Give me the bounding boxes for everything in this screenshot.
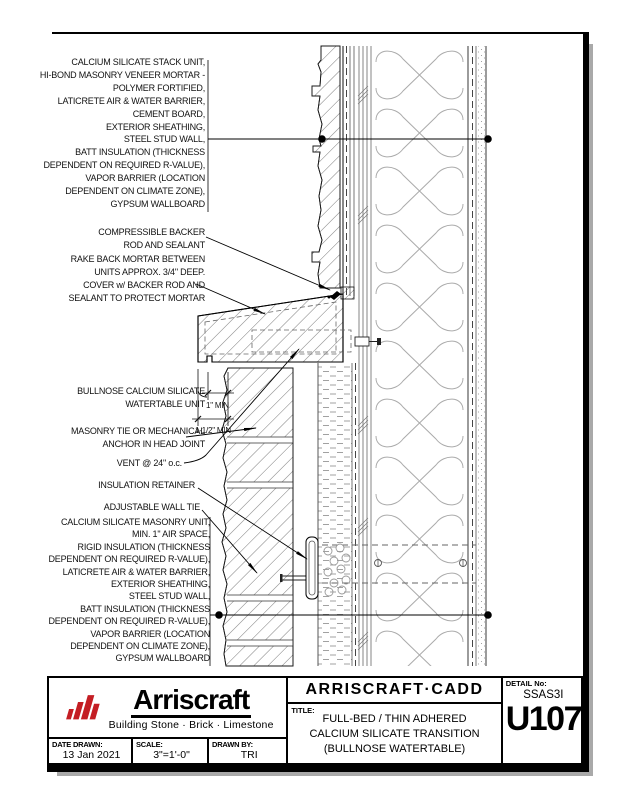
title-block-fields — [49, 737, 286, 763]
detail-label: DETAIL No: — [505, 679, 547, 688]
callout-upper-assembly: CALCIUM SILICATE STACK UNIT, HI-BOND MASONRY VENEER MORTAR - POLYMER FORTIFIED, LATICRETE AIR & WATER BARRIER, CEMENT BOARD, EXTERIOR SHEATHING, STEEL STUD WALL, BATT INSULATION (THICKNESS DEPENDENT ON REQUIRED R-VALUE), VAPOR BARRIER (LOCATION DEPENDENT ON CLIMATE ZONE), GYPSUM WALLBOARD — [39, 57, 205, 209]
title-block — [47, 676, 583, 765]
watertable-anchor — [355, 337, 381, 346]
detail-code: SSAS3I — [523, 689, 564, 701]
callout-vent: VENT @ 24" o.c. — [116, 458, 182, 468]
callout-masonry-tie: MASONRY TIE OR MECHANICAL ANCHOR IN HEAD JOINT — [70, 426, 205, 449]
detail-number: U107 — [505, 700, 581, 738]
cadd-header: ARRISCRAFT·CADD — [288, 678, 500, 704]
leader-rake-back — [196, 284, 265, 314]
title-block-middle — [288, 678, 502, 763]
title-label: TITLE: — [291, 706, 315, 715]
callout-lower-assembly: CALCIUM SILICATE MASONRY UNIT, MIN. 1" AIR SPACE, RIGID INSULATION (THICKNESS DEPENDENT ON REQUIRED R-VALUE), LATICRETE AIR & WATER BARRIER, EXTERIOR SHEATHING, STEEL STUD WALL, BATT INSULATION (THICKNESS DEPENDENT ON REQUIRED R-VALUE), VAPOR BARRIER (LOCATION DEPENDENT ON CLIMATE ZONE), GYPSUM WALLBOARD — [48, 517, 210, 664]
rigid-insulation — [318, 363, 352, 666]
callout-insulation-retainer: INSULATION RETAINER — [98, 480, 195, 490]
arriscraft-logo-icon — [62, 692, 102, 726]
callout-bullnose: BULLNOSE CALCIUM SILICATE WATERTABLE UNIT — [77, 386, 205, 409]
logo-tagline: Building Stone · Brick · Limestone — [108, 719, 274, 731]
callout-adjustable-wall-tie: ADJUSTABLE WALL TIE — [103, 502, 200, 512]
field-scale: SCALE: 3"=1'-0" — [131, 739, 207, 763]
drawing-title — [288, 704, 500, 763]
insulation-retainer-bracket — [306, 537, 318, 599]
title-block-left — [49, 678, 288, 763]
field-date-drawn: DATE DRAWN: 13 Jan 2021 — [52, 740, 121, 761]
upper-exterior-layers — [343, 46, 354, 296]
callout-compressible-backer: COMPRESSIBLE BACKER ROD AND SEALANT — [98, 227, 205, 250]
logo-name: Arriscraft — [131, 686, 251, 718]
arriscraft-logo — [49, 678, 286, 737]
field-drawn-by: DRAWN BY: TRI — [207, 739, 286, 763]
callout-rake-back-mortar: RAKE BACK MORTAR BETWEEN UNITS APPROX. 3/4" DEEP. COVER w/ BACKER ROD AND SEALANT TO PROTECT MORTAR — [68, 254, 205, 303]
lower-exterior-layers — [318, 363, 356, 666]
leader-compressible-backer — [206, 237, 330, 290]
dim-total-projection-min: 1-1/2" MIN — [195, 426, 231, 435]
full-bed-masonry — [222, 368, 293, 666]
title-block-detail — [503, 678, 581, 763]
watertable-block — [198, 286, 351, 362]
title-lines: FULL-BED / THIN ADHERED CALCIUM SILICATE TRANSITION (BULLNOSE WATERTABLE) — [309, 713, 480, 755]
thin-veneer-unit — [312, 46, 340, 288]
dim-overhang-min: 1" MIN — [206, 401, 229, 410]
